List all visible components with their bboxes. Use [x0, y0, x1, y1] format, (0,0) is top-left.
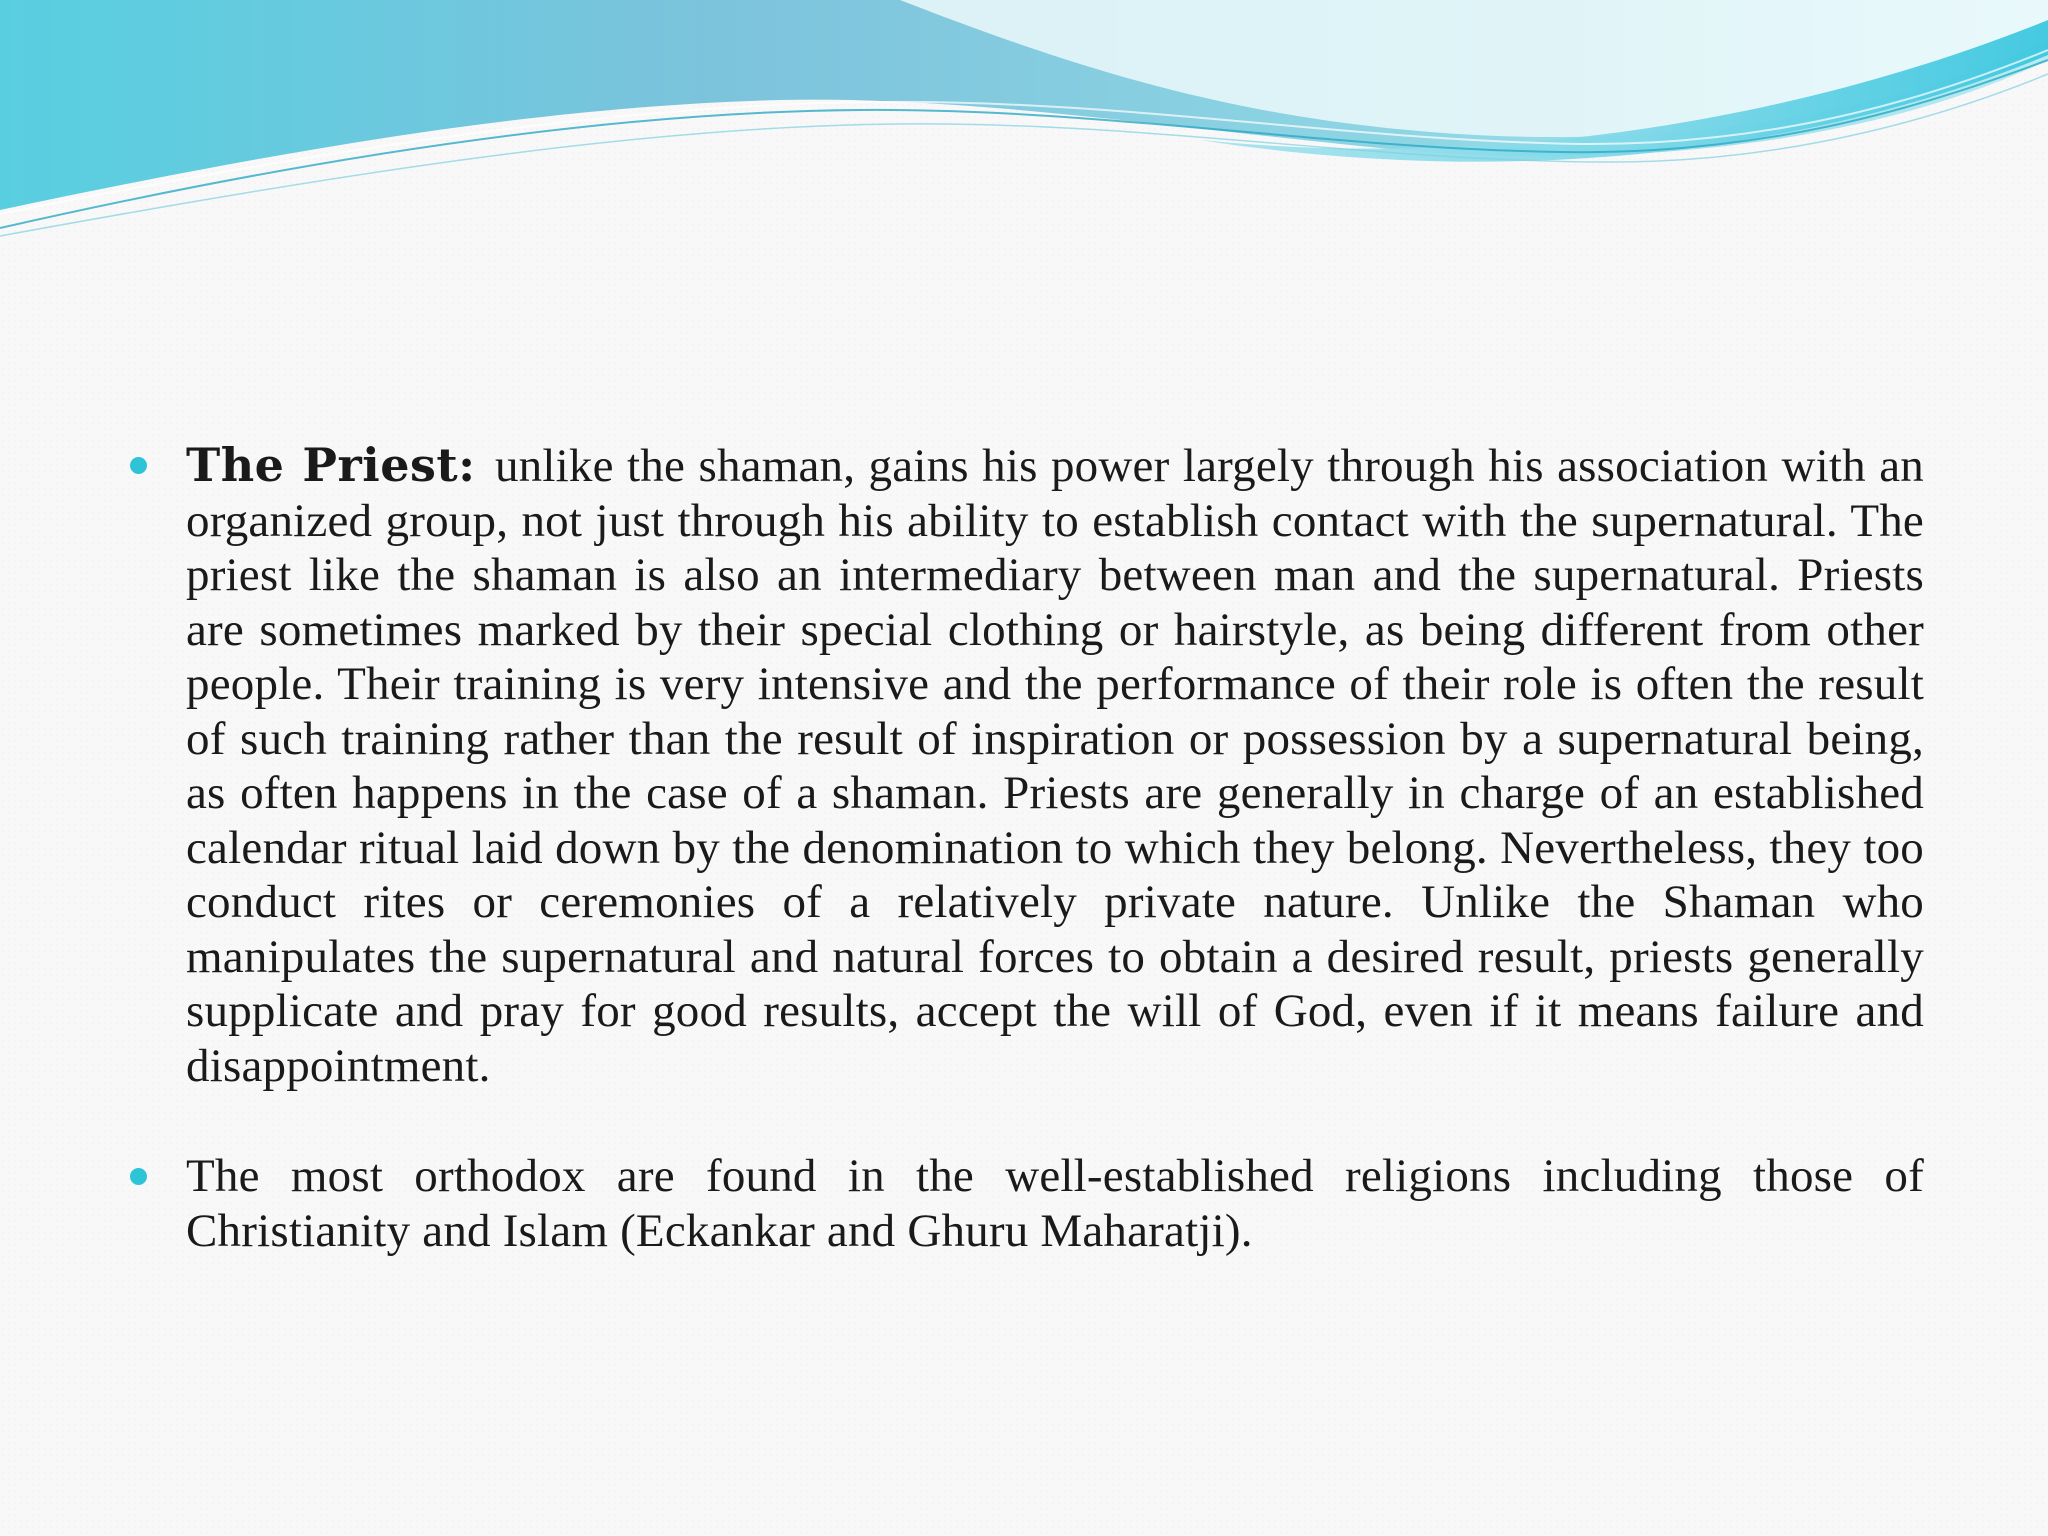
bullet-item-orthodox — [130, 1149, 1924, 1258]
bullet-text: unlike the shaman, gains his power largely through his association with an organized group, not just through his ability to establish contact with the supernatural. The priest like the shaman is also an intermediary between man and the supernatural. Priests are sometimes marked by their special clothing or hairstyle, as being different from other people. Their training is very intensive and the performance of their role is often the result of such training rather than the result of inspiration or possession by a supernatural being, as often happens in the case of a shaman. Priests are generally in charge of an established calendar ritual laid down by the denomination to which they belong. Nevertheless, they too conduct rites or ceremonies of a relatively private nature. Unlike the Shaman who manipulates the supernatural and natural forces to obtain a desired result, priests generally supplicate and pray for good results, accept the will of God, even if it means failure and disappointment. — [186, 440, 1925, 1092]
header-wave-decoration — [0, 0, 2048, 240]
bullet-list — [130, 438, 1924, 1258]
bullet-item-priest — [130, 438, 1924, 1093]
bullet-lead-term: The Priest: — [186, 438, 476, 492]
bullet-text: The most orthodox are found in the well-established religions including those of Christianity and Islam (Eckankar and Ghuru Maharatji). — [186, 1150, 1924, 1257]
bullet-dot-icon — [130, 457, 147, 474]
bullet-dot-icon — [130, 1168, 147, 1185]
